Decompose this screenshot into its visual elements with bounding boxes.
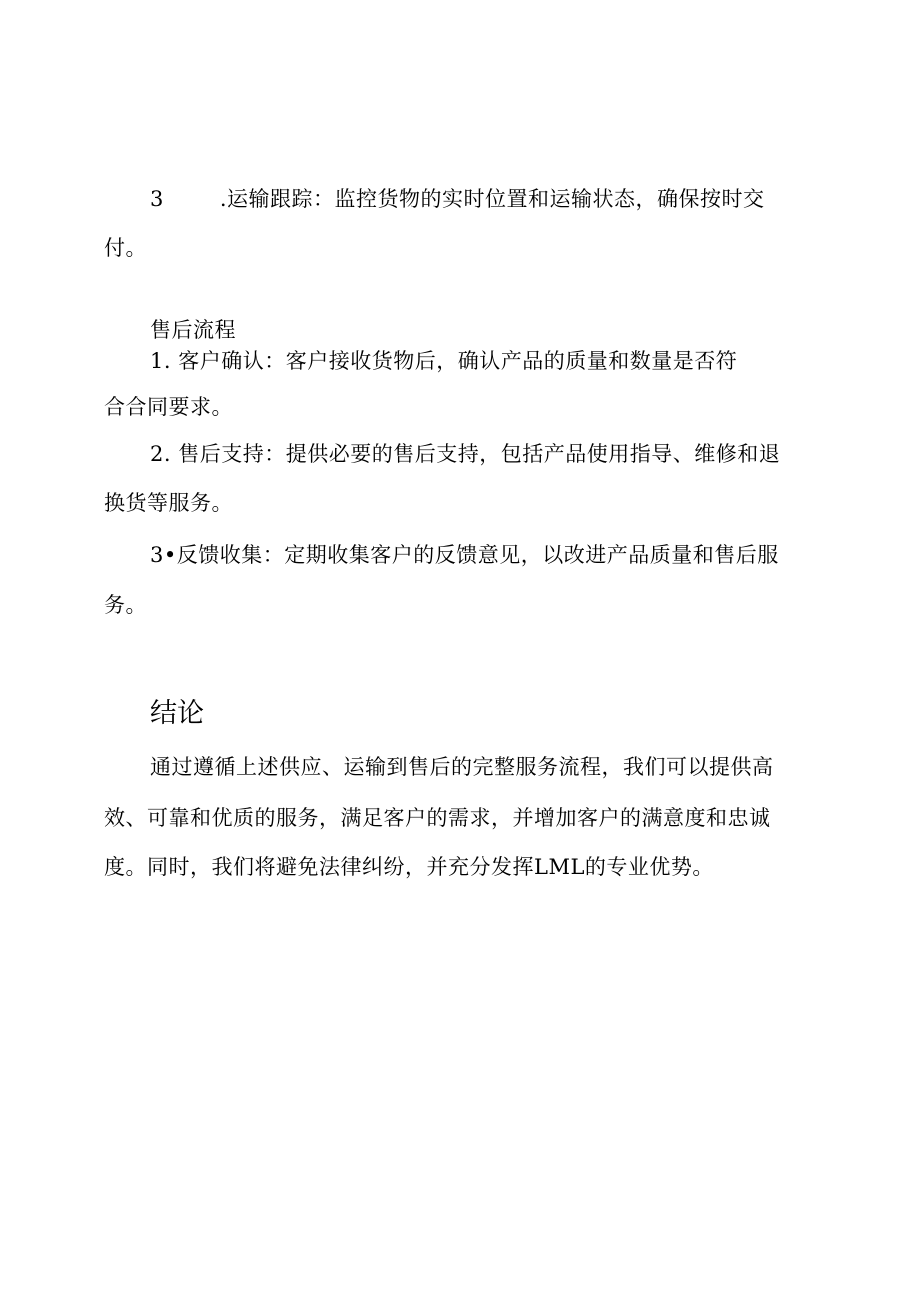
conclusion-line-2: 效、可靠和优质的服务，满足客户的需求，并增加客户的满意度和忠诚 [104, 806, 771, 830]
after-sales-title: 售后流程 [150, 318, 236, 342]
transport-item-3-line-1 [150, 184, 765, 214]
conclusion-line-3: 度。同时，我们将避免法律纠纷，并充分发挥LML的专业优势。 [104, 855, 714, 879]
after-sales-item-1-line-2: 合合同要求。 [104, 395, 233, 419]
after-sales-item-2-line-2: 换货等服务。 [104, 491, 233, 515]
after-sales-item-2-line-1: 2. 售后支持：提供必要的售后支持，包括产品使用指导、维修和退 [150, 442, 781, 466]
conclusion-line-1: 通过遵循上述供应、运输到售后的完整服务流程，我们可以提供高 [150, 755, 774, 779]
conclusion-heading: 结论 [150, 698, 204, 729]
after-sales-item-3-line-2: 务。 [104, 593, 147, 617]
after-sales-item-1-line-1: 1. 客户确认：客户接收货物后，确认产品的质量和数量是否符 [150, 349, 738, 373]
transport-item-3-number: 3 [150, 187, 164, 211]
after-sales-item-3-line-1: 3•反馈收集：定期收集客户的反馈意见，以改进产品质量和售后服 [150, 543, 779, 567]
transport-item-3-line-2: 付。 [104, 236, 147, 260]
transport-item-3-text: .运输跟踪：监控货物的实时位置和运输状态，确保按时交 [219, 187, 765, 211]
